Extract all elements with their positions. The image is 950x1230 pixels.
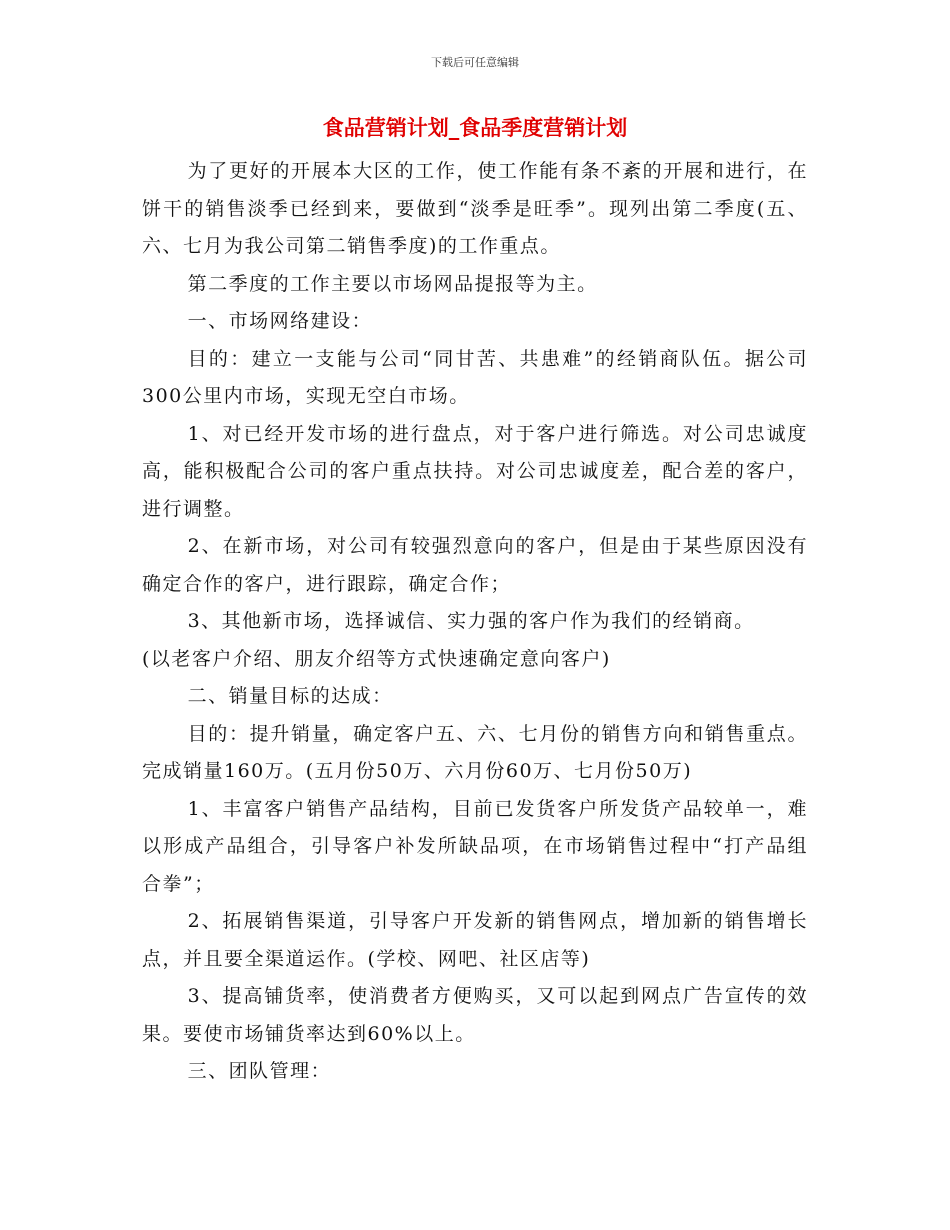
list-item-market-2: 2、在新市场，对公司有较强烈意向的客户，但是由于某些原因没有确定合作的客户，进行跟踪，确定合作； bbox=[142, 535, 808, 595]
list-item-sales-3: 3、提高铺货率，使消费者方便购买，又可以起到网点广告宣传的效果。要使市场铺货率达到60%以上。 bbox=[142, 985, 808, 1045]
section-heading-sales-target: 二、销量目标的达成： bbox=[187, 685, 393, 707]
paragraph-market-goal: 目的：建立一支能与公司“同甘苦、共患难”的经销商队伍。据公司300公里内市场，实现无空白市场。 bbox=[142, 347, 808, 407]
page-header-note: 下载后可任意编辑 bbox=[431, 56, 519, 69]
paragraph-sales-goal: 目的：提升销量，确定客户五、六、七月份的销售方向和销售重点。完成销量160万。(五月份50万、六月份60万、七月份50万) bbox=[142, 722, 808, 782]
document-body bbox=[142, 153, 808, 1091]
paragraph-focus: 第二季度的工作主要以市场网品提报等为主。 bbox=[187, 272, 598, 295]
paragraph-market-note: (以老客户介绍、朋友介绍等方式快速确定意向客户) bbox=[142, 647, 611, 670]
list-item-sales-2: 2、拓展销售渠道，引导客户开发新的销售网点，增加新的销售增长点，并且要全渠道运作。(学校、网吧、社区店等) bbox=[142, 910, 808, 970]
list-item-market-1: 1、对已经开发市场的进行盘点，对于客户进行筛选。对公司忠诚度高，能积极配合公司的客户重点扶持。对公司忠诚度差，配合差的客户，进行调整。 bbox=[142, 422, 808, 520]
section-heading-market-network: 一、市场网络建设： bbox=[187, 310, 373, 332]
paragraph-intro: 为了更好的开展本大区的工作，使工作能有条不紊的开展和进行，在饼干的销售淡季已经到来，要做到“淡季是旺季”。现列出第二季度(五、六、七月为我公司第二销售季度)的工作重点。 bbox=[142, 160, 808, 257]
list-item-market-3: 3、其他新市场，选择诚信、实力强的客户作为我们的经销商。 bbox=[187, 610, 755, 632]
section-heading-team: 三、团队管理： bbox=[187, 1060, 332, 1082]
list-item-sales-1: 1、丰富客户销售产品结构，目前已发货客户所发货产品较单一，难以形成产品组合，引导客户补发所缺品项，在市场销售过程中“打产品组合拳”； bbox=[142, 797, 808, 895]
document-title: 食品营销计划_食品季度营销计划 bbox=[322, 116, 628, 140]
